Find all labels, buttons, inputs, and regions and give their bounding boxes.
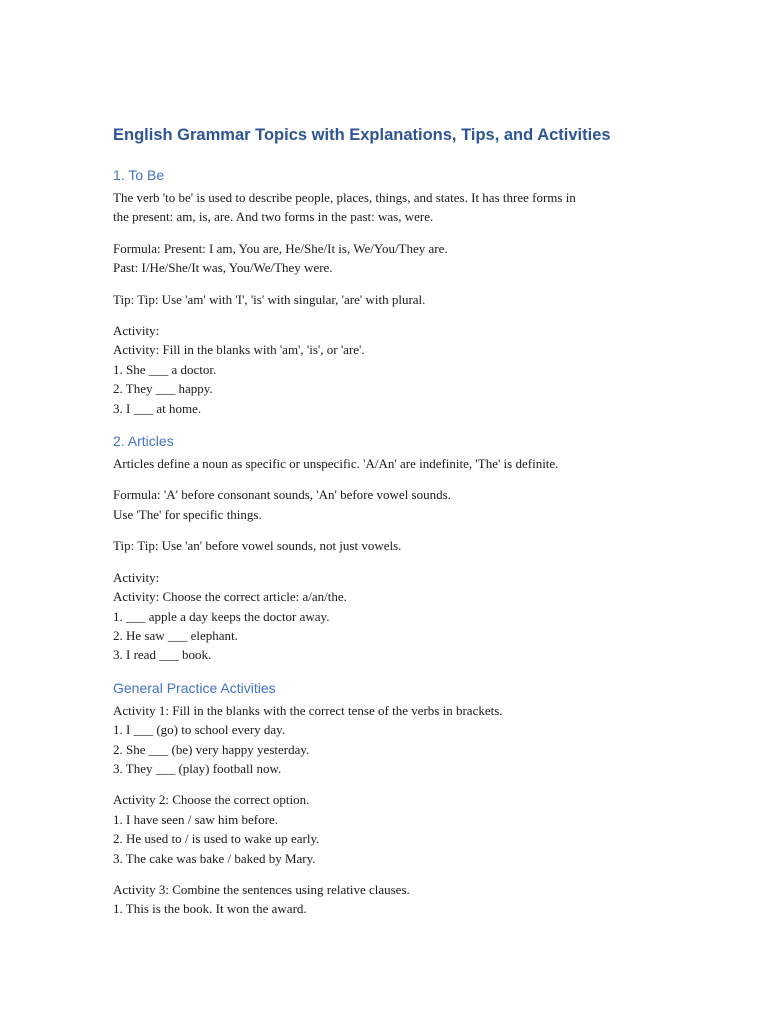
text-line: 1. This is the book. It won the award. [113, 901, 307, 917]
text-line: 2. He saw ___ elephant. [113, 627, 238, 643]
text-line: 2. They ___ happy. [113, 381, 213, 397]
text-line: Articles define a noun as specific or unspecific. 'A/An' are indefinite, 'The' is definite. [113, 456, 559, 472]
text-line: Past: I/He/She/It was, You/We/They were. [113, 260, 333, 276]
text-line: 3. I ___ at home. [113, 400, 202, 416]
document-body [113, 122, 653, 931]
text-line: 3. I read ___ book. [113, 647, 212, 663]
section-tip [113, 290, 653, 309]
text-line: 2. He used to / is used to wake up early. [113, 831, 320, 847]
text-line: Activity: Choose the correct article: a/an/the. [113, 589, 347, 605]
section-activity [113, 321, 653, 418]
text-line: 1. ___ apple a day keeps the doctor away. [113, 608, 330, 624]
text-line: Formula: 'A' before consonant sounds, 'An' before vowel sounds. [113, 487, 451, 503]
text-line: 1. I have seen / saw him before. [113, 811, 278, 827]
text-line: 3. They ___ (play) football now. [113, 760, 282, 776]
text-line: The verb 'to be' is used to describe people, places, things, and states. It has three forms in [113, 190, 576, 205]
practice-activity-3 [113, 880, 653, 919]
section-heading-articles: 2. Articles [113, 433, 174, 450]
text-line: Activity: [113, 569, 160, 585]
text-line: Activity 3: Combine the sentences using relative clauses. [113, 881, 410, 897]
text-line: Use 'The' for specific things. [113, 506, 262, 522]
section-formula [113, 239, 653, 278]
practice-activity-2 [113, 790, 653, 868]
section-heading-general-practice: General Practice Activities [113, 679, 276, 696]
section-formula [113, 485, 653, 524]
section-intro [113, 188, 653, 227]
text-line: Formula: Present: I am, You are, He/She/It is, We/You/They are. [113, 240, 448, 256]
text-line: Tip: Tip: Use 'an' before vowel sounds, not just vowels. [113, 538, 402, 554]
document-title: English Grammar Topics with Explanations, Tips, and Activities [113, 126, 611, 144]
text-line: 2. She ___ (be) very happy yesterday. [113, 741, 310, 757]
text-line: Activity: Fill in the blanks with 'am', 'is', or 'are'. [113, 342, 365, 358]
section-intro [113, 454, 653, 473]
practice-activity-1 [113, 701, 653, 779]
text-line: Activity 2: Choose the correct option. [113, 792, 310, 808]
text-line: Activity: [113, 323, 160, 339]
text-line: Tip: Tip: Use 'am' with 'I', 'is' with singular, 'are' with plural. [113, 291, 426, 307]
text-line: 1. She ___ a doctor. [113, 361, 217, 377]
text-line: 1. I ___ (go) to school every day. [113, 722, 286, 738]
section-heading-to-be: 1. To Be [113, 167, 165, 183]
text-line: Activity 1: Fill in the blanks with the correct tense of the verbs in brackets. [113, 702, 503, 718]
section-tip [113, 536, 653, 555]
text-line: the present: am, is, are. And two forms in the past: was, were. [113, 209, 434, 225]
section-activity [113, 568, 653, 665]
text-line: 3. The cake was bake / baked by Mary. [113, 850, 316, 866]
